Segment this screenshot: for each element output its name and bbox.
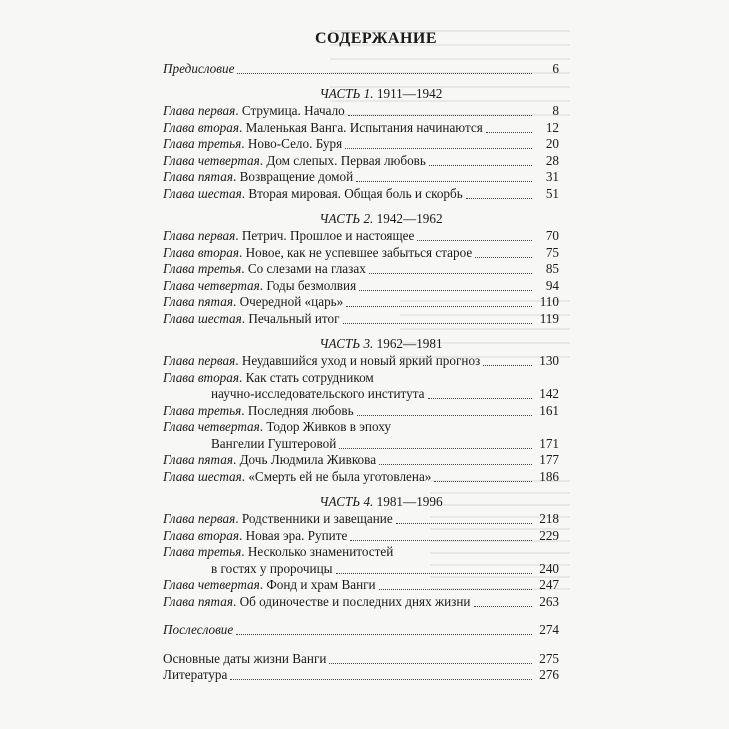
chapter-title: Возвращение домой <box>239 169 354 184</box>
page-number: 31 <box>545 169 559 184</box>
page-number: 171 <box>539 435 559 451</box>
chapter-number: Глава первая <box>163 228 236 243</box>
chapter-title: Струмица. Начало <box>241 103 345 118</box>
toc-entry <box>163 152 559 169</box>
toc-entry <box>163 261 559 278</box>
part-label: ЧАСТЬ 1. <box>319 85 374 101</box>
page-number: 12 <box>545 119 559 135</box>
chapter-title-continued: научно-исследовательского института <box>211 386 425 401</box>
toc-entry-literature <box>163 667 559 684</box>
leader-dots <box>417 240 532 241</box>
part-years: 1911—1942 <box>376 85 443 101</box>
leader-dots <box>369 273 532 274</box>
entry-text: Глава четвертая. Дом слепых. Первая любовь <box>163 152 426 168</box>
toc-entry-afterword <box>163 622 559 639</box>
entry-text: Глава вторая. Как стать сотрудником <box>163 369 374 385</box>
leader-dots <box>237 73 532 74</box>
part-years: 1981—1996 <box>376 493 443 509</box>
entry-text: Глава вторая. Маленькая Ванга. Испытания начинаются <box>163 119 483 135</box>
leader-dots <box>339 448 532 449</box>
chapter-number: Глава пятая <box>163 169 233 184</box>
parts-list <box>163 86 559 610</box>
chapter-number: Глава шестая <box>163 468 242 484</box>
page-number: 229 <box>539 527 559 543</box>
entry-text: Глава четвертая. Тодор Живков в эпоху <box>163 419 391 434</box>
toc-entry <box>163 136 559 153</box>
chapter-number: Глава пятая <box>163 294 233 309</box>
chapter-title: Несколько знаменитостей <box>247 544 394 559</box>
toc-entry <box>163 369 559 386</box>
chapter-number: Глава третья <box>163 544 242 559</box>
leader-dots <box>396 523 532 524</box>
entry-text: Глава третья. Несколько знаменитостей <box>163 544 394 559</box>
entry-text: Глава первая. Родственники и завещание <box>163 511 393 526</box>
part-heading <box>163 211 559 228</box>
chapter-number: Глава пятая <box>163 452 233 467</box>
page-number: 161 <box>539 402 559 418</box>
entry-text: Глава вторая. Новое, как не успевшее забыться старое <box>163 244 473 260</box>
leader-dots <box>483 365 532 366</box>
chapter-title: Дочь Людмила Живкова <box>239 452 377 467</box>
chapter-number: Глава четвертая <box>163 419 260 434</box>
leader-dots <box>466 198 532 199</box>
toc-entry <box>163 577 559 594</box>
chapter-number: Глава третья <box>163 136 242 151</box>
page-number: 275 <box>539 650 559 666</box>
page-number: 274 <box>539 622 559 637</box>
toc-entry-continuation <box>163 386 559 403</box>
chapter-title: «Смерть ей не была уготовлена» <box>248 468 432 484</box>
page-number: 276 <box>539 667 559 682</box>
chapter-title: Последняя любовь <box>247 402 354 418</box>
chapter-title: Очередной «царь» <box>239 294 344 309</box>
chapter-number: Глава первая <box>163 511 236 526</box>
chapter-number: Глава шестая <box>163 185 242 201</box>
entry-text: Глава вторая. Новая эра. Рупите <box>163 527 348 543</box>
entry-label: Послесловие <box>163 622 234 637</box>
entry-text: Глава третья. Со слезами на глазах <box>163 261 366 276</box>
leader-dots <box>434 481 532 482</box>
chapter-title: Со слезами на глазах <box>247 261 366 276</box>
entry-text: Глава первая. Петрич. Прошлое и настоящее <box>163 228 415 243</box>
part-heading <box>163 494 559 511</box>
part-years: 1942—1962 <box>376 210 443 226</box>
part-label: ЧАСТЬ 4. <box>319 493 374 509</box>
leader-dots <box>230 679 532 680</box>
part-heading <box>163 336 559 353</box>
chapter-number: Глава первая <box>163 353 236 368</box>
toc-entry <box>163 402 559 419</box>
toc-entry <box>163 593 559 610</box>
chapter-title: Печальный итог <box>248 310 340 326</box>
leader-dots <box>348 115 532 116</box>
page-number: 8 <box>552 103 559 118</box>
toc-entry <box>163 277 559 294</box>
page-number: 247 <box>539 577 559 592</box>
part-label: ЧАСТЬ 3. <box>319 335 374 351</box>
chapter-title-continued: в гостях у пророчицы <box>211 560 333 576</box>
page-number: 119 <box>539 310 559 326</box>
chapter-title: Ново-Село. Буря <box>247 136 343 151</box>
entry-text: Глава четвертая. Фонд и храм Ванги <box>163 577 376 592</box>
entry-text: Глава третья. Ново-Село. Буря <box>163 136 343 151</box>
page-number: 6 <box>552 60 559 76</box>
page-number: 130 <box>539 353 559 368</box>
leader-dots <box>379 589 532 590</box>
chapter-title: Новое, как не успевшее забыться старое <box>245 244 473 260</box>
toc-entry <box>163 169 559 186</box>
page-number: 20 <box>545 136 559 151</box>
toc-entry <box>163 228 559 245</box>
chapter-title: Фонд и храм Ванги <box>266 577 376 592</box>
entry-text: Глава первая. Струмица. Начало <box>163 103 345 118</box>
page-number: 110 <box>539 294 559 309</box>
page-number: 85 <box>545 261 559 276</box>
chapter-title: Петрич. Прошлое и настоящее <box>241 228 415 243</box>
toc-entry-continuation <box>163 560 559 577</box>
leader-dots <box>350 540 532 541</box>
toc-entry <box>163 294 559 311</box>
leader-dots <box>428 398 532 399</box>
leader-dots <box>486 132 532 133</box>
chapter-title: Вторая мировая. Общая боль и скорбь <box>248 185 463 201</box>
chapter-number: Глава вторая <box>163 119 239 135</box>
page-number: 186 <box>539 468 559 484</box>
toc-entry <box>163 244 559 261</box>
page-number: 28 <box>545 152 559 168</box>
page-number: 218 <box>539 511 559 526</box>
entry-label: Литература <box>163 667 228 682</box>
leader-dots <box>379 464 532 465</box>
leader-dots <box>474 606 533 607</box>
entry-label: Предисловие <box>163 60 235 76</box>
entry-text: Глава пятая. Об одиночестве и последних днях жизни <box>163 593 471 609</box>
toc-entry <box>163 419 559 436</box>
entry-text: Глава шестая. «Смерть ей не была уготовлена» <box>163 468 432 484</box>
page-number: 75 <box>545 244 559 260</box>
page-title: СОДЕРЖАНИЕ <box>314 30 438 47</box>
chapter-title: Годы безмолвия <box>266 277 357 293</box>
chapter-title-continued: Вангелии Гуштеровой <box>211 435 337 451</box>
part-years: 1962—1981 <box>376 335 443 351</box>
page-number: 177 <box>539 452 559 467</box>
chapter-title: Дом слепых. Первая любовь <box>266 152 426 168</box>
toc-entry <box>163 452 559 469</box>
toc-entry <box>163 468 559 485</box>
leader-dots <box>343 323 533 324</box>
chapter-title: Родственники и завещание <box>241 511 393 526</box>
chapter-title: Как стать сотрудником <box>245 369 374 385</box>
toc-entry-dates <box>163 650 559 667</box>
chapter-number: Глава четвертая <box>163 152 260 168</box>
entry-text: Глава пятая. Очередной «царь» <box>163 294 344 309</box>
entry-label: Основные даты жизни Ванги <box>163 650 327 666</box>
toc-entry <box>163 527 559 544</box>
part-heading <box>163 86 559 103</box>
page-number: 142 <box>539 386 559 401</box>
toc-entry-preface <box>163 60 559 77</box>
chapter-number: Глава вторая <box>163 244 239 260</box>
toc-entry <box>163 310 559 327</box>
chapter-title: Об одиночестве и последних днях жизни <box>239 593 471 609</box>
leader-dots <box>345 148 532 149</box>
leader-dots <box>329 663 532 664</box>
entry-text: Глава пятая. Дочь Людмила Живкова <box>163 452 377 467</box>
toc-entry <box>163 103 559 120</box>
leader-dots <box>359 290 532 291</box>
chapter-number: Глава вторая <box>163 527 239 543</box>
chapter-number: Глава четвертая <box>163 277 260 293</box>
toc-entry-continuation <box>163 435 559 452</box>
part-label: ЧАСТЬ 2. <box>319 210 374 226</box>
chapter-title: Новая эра. Рупите <box>245 527 348 543</box>
chapter-number: Глава третья <box>163 261 242 276</box>
page-number: 70 <box>545 228 559 243</box>
chapter-number: Глава первая <box>163 103 236 118</box>
chapter-number: Глава вторая <box>163 369 239 385</box>
toc-entry <box>163 511 559 528</box>
entry-text: Глава третья. Последняя любовь <box>163 402 354 418</box>
page-number: 51 <box>545 185 559 201</box>
leader-dots <box>429 165 532 166</box>
page-number: 94 <box>545 277 559 293</box>
chapter-title: Маленькая Ванга. Испытания начинаются <box>245 119 483 135</box>
leader-dots <box>336 573 532 574</box>
leader-dots <box>236 634 532 635</box>
leader-dots <box>346 306 532 307</box>
entry-text: Глава четвертая. Годы безмолвия <box>163 277 357 293</box>
leader-dots <box>356 181 532 182</box>
page-number: 263 <box>539 593 559 609</box>
chapter-number: Глава пятая <box>163 593 233 609</box>
toc-entry <box>163 544 559 561</box>
entry-text: Глава пятая. Возвращение домой <box>163 169 354 184</box>
entry-text: Глава первая. Неудавшийся уход и новый яркий прогноз <box>163 353 481 368</box>
entry-text: Глава шестая. Печальный итог <box>163 310 340 326</box>
chapter-title: Тодор Живков в эпоху <box>266 419 391 434</box>
page-number: 240 <box>539 560 559 576</box>
chapter-number: Глава третья <box>163 402 242 418</box>
chapter-number: Глава четвертая <box>163 577 260 592</box>
toc-entry <box>163 185 559 202</box>
chapter-number: Глава шестая <box>163 310 242 326</box>
chapter-title: Неудавшийся уход и новый яркий прогноз <box>241 353 481 368</box>
table-of-contents <box>163 30 559 683</box>
leader-dots <box>475 257 532 258</box>
leader-dots <box>357 415 532 416</box>
toc-entry <box>163 353 559 370</box>
toc-entry <box>163 119 559 136</box>
entry-text: Глава шестая. Вторая мировая. Общая боль и скорбь <box>163 185 463 201</box>
